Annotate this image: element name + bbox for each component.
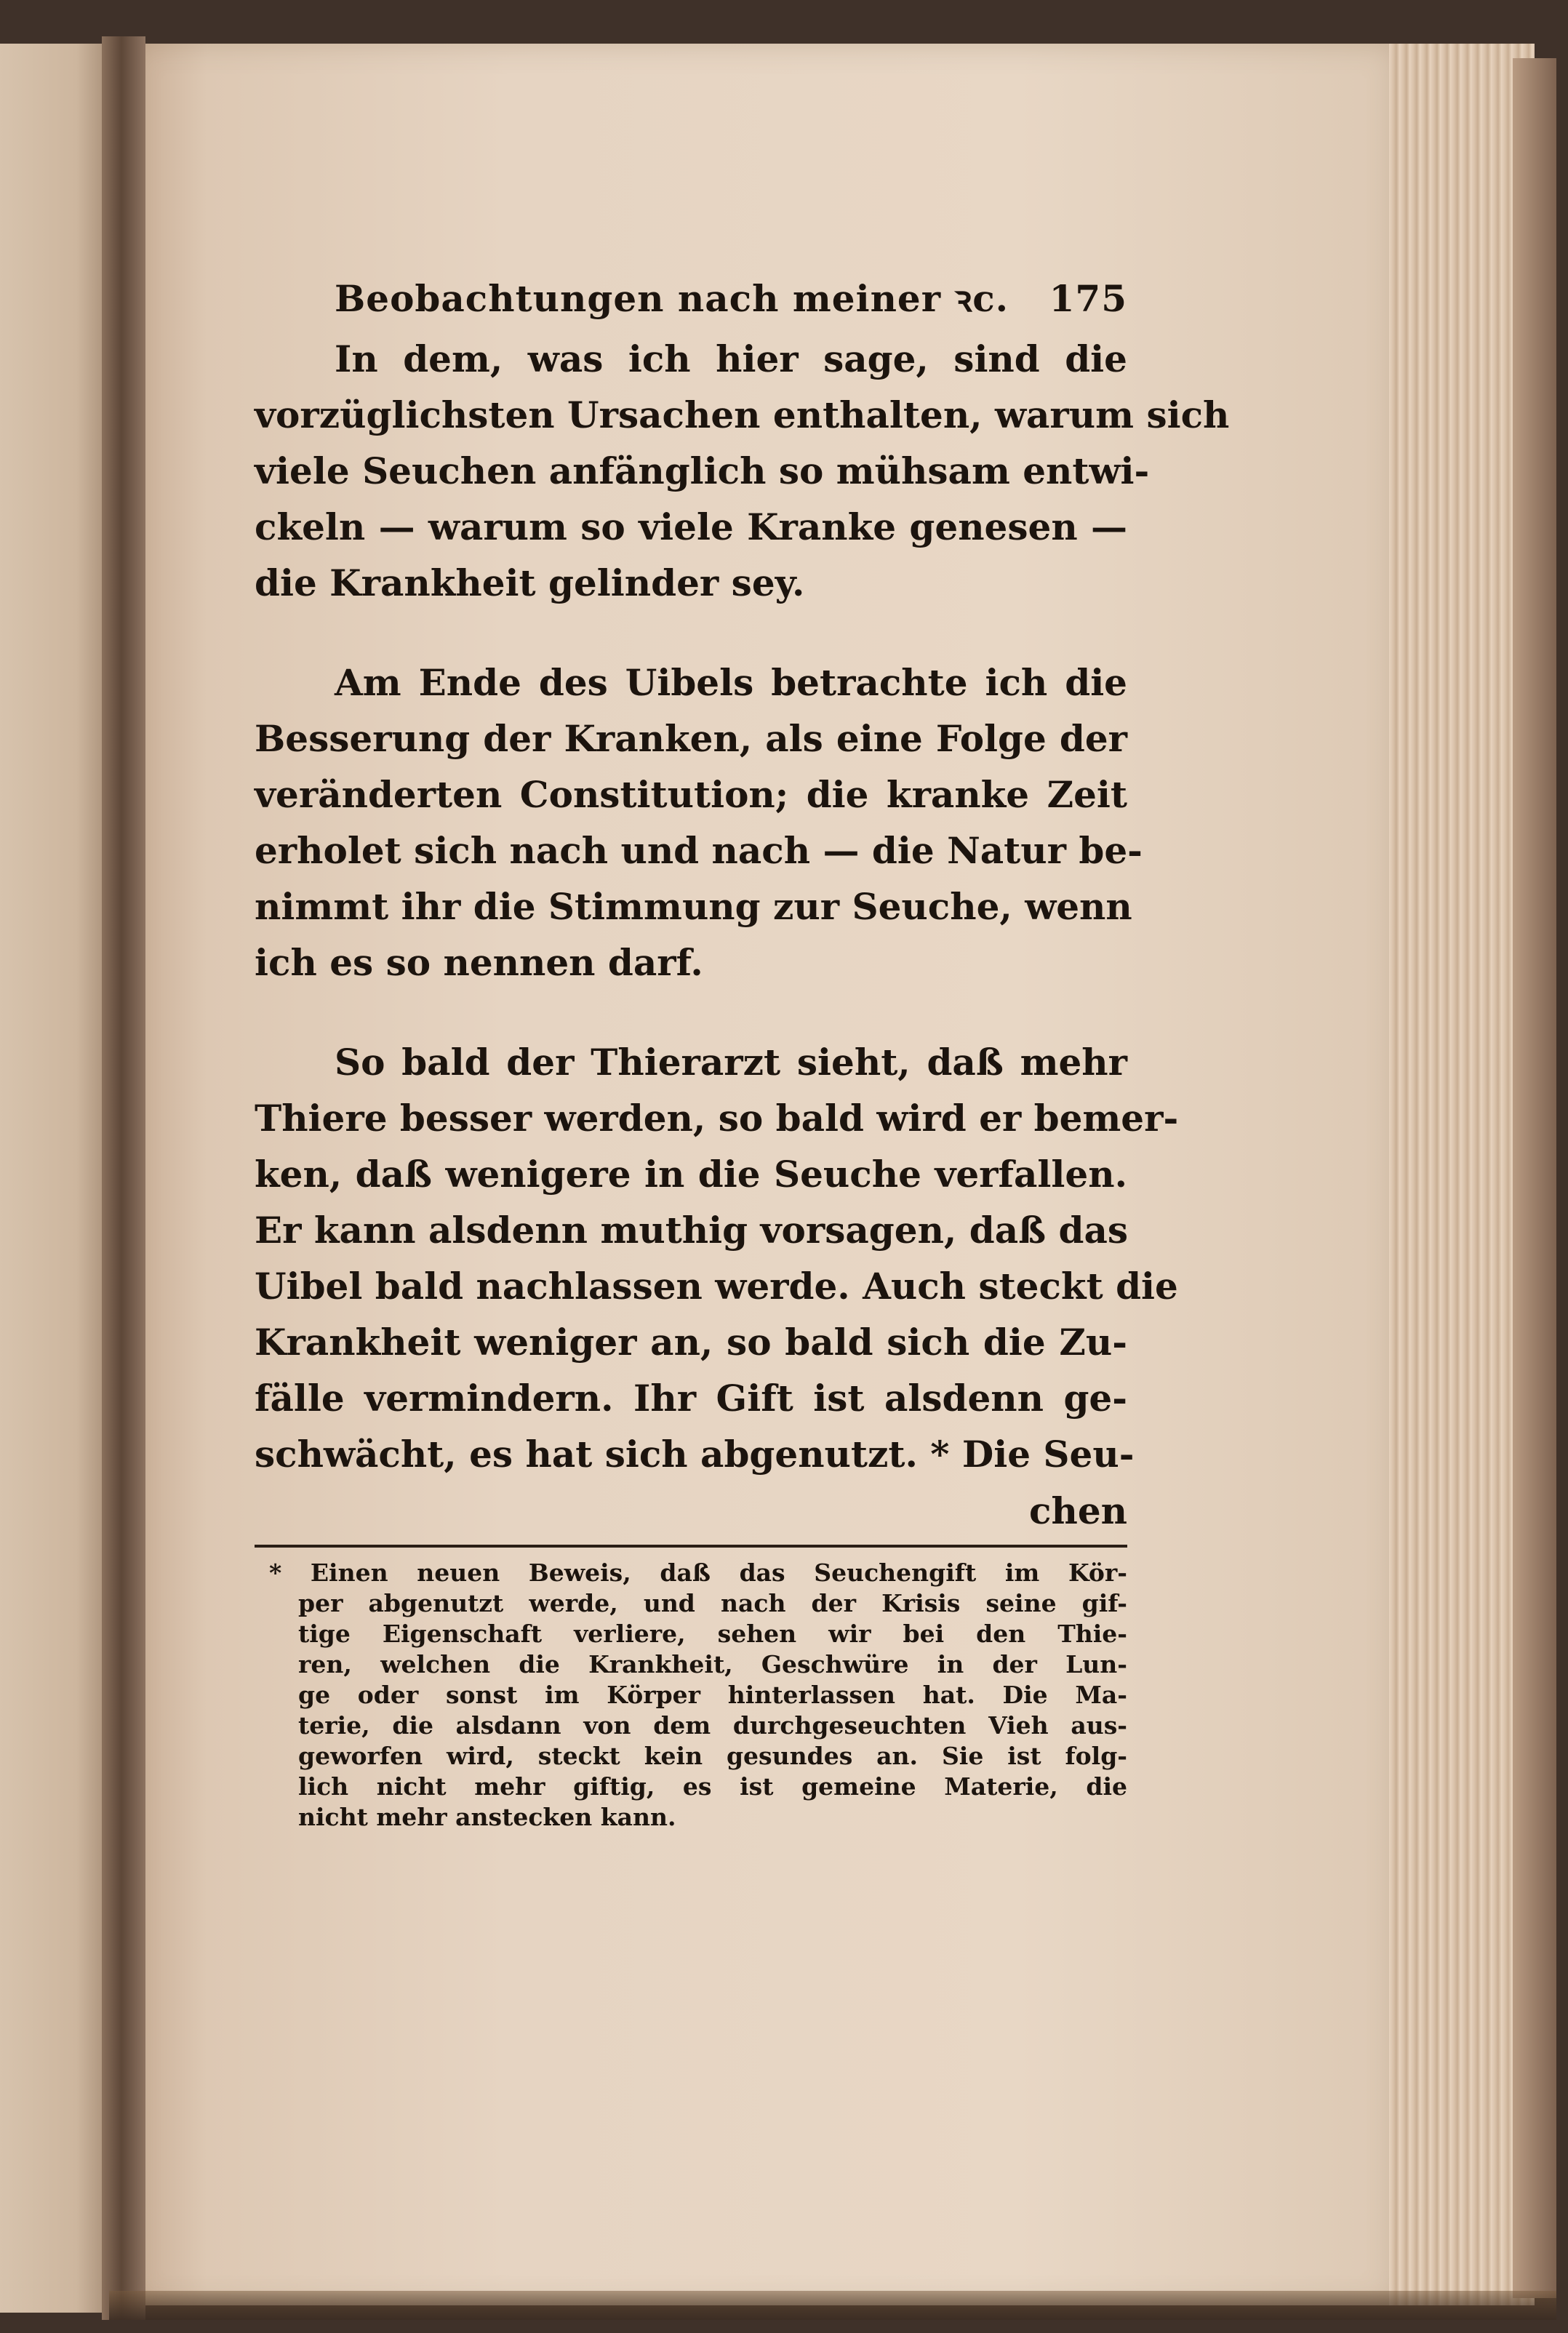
text-line: Krankheit weniger an, so bald sich die Zu- xyxy=(255,1321,1127,1364)
book-edge-shadow xyxy=(1513,58,1556,2298)
footnote-line: * Einen neuen Beweis, daß das Seuchengift im Kör- xyxy=(269,1558,1127,1587)
book-bottom-shadow xyxy=(109,2291,1556,2320)
text-line: nimmt ihr die Stimmung zur Seuche, wenn xyxy=(255,885,1132,928)
footnote-line: geworfen wird, steckt kein gesundes an. Sie ist folg- xyxy=(298,1742,1127,1770)
book-gutter xyxy=(102,36,145,2320)
text-line: In dem, was ich hier sage, sind die xyxy=(335,337,1127,380)
footnote-line: lich nicht mehr giftig, es ist gemeine Materie, die xyxy=(298,1772,1127,1801)
footnote-rule xyxy=(255,1545,1127,1548)
text-line: Besserung der Kranken, als eine Folge der xyxy=(255,717,1127,760)
text-line: ich es so nennen darf. xyxy=(255,941,703,984)
paragraph-1 xyxy=(255,331,1230,611)
footnote-line: terie, die alsdann von dem durchgeseuchten Vieh aus- xyxy=(298,1711,1127,1740)
footnote xyxy=(255,1558,1127,1833)
text-line: ckeln — warum so viele Kranke genesen — xyxy=(255,505,1127,548)
text-line: die Krankheit gelinder sey. xyxy=(255,561,805,604)
running-head xyxy=(255,273,1127,331)
footnote-line: per abgenutzt werde, und nach der Krisis seine gif- xyxy=(298,1589,1127,1617)
paragraph-gap xyxy=(255,611,1127,655)
footnote-line: ge oder sonst im Körper hinterlassen hat. Die Ma- xyxy=(298,1681,1127,1709)
paragraph-gap xyxy=(255,991,1127,1034)
footnote-line: nicht mehr anstecken kann. xyxy=(298,1803,676,1831)
footnote-line: tige Eigenschaft verliere, sehen wir bei den Thie- xyxy=(298,1620,1127,1648)
paragraph-3 xyxy=(255,1034,1179,1482)
text-line: erholet sich nach und nach — die Natur be- xyxy=(255,829,1143,872)
running-head-title: Beobachtungen nach meiner ꝛc. xyxy=(335,277,1009,320)
paragraph-2 xyxy=(255,655,1143,991)
text-line: schwächt, es hat sich abgenutzt. * Die Seu- xyxy=(255,1433,1135,1476)
text-line: viele Seuchen anfänglich so mühsam entwi- xyxy=(255,449,1150,492)
left-facing-page-edge xyxy=(0,44,109,2313)
text-line: Uibel bald nachlassen werde. Auch steckt die xyxy=(255,1265,1178,1308)
text-line: Er kann alsdenn muthig vorsagen, daß das xyxy=(255,1209,1129,1252)
text-line: fälle vermindern. Ihr Gift ist alsdenn ge- xyxy=(255,1377,1127,1420)
text-line: So bald der Thierarzt sieht, daß mehr xyxy=(335,1041,1127,1084)
text-line: Thiere besser werden, so bald wird er bemer- xyxy=(255,1097,1179,1140)
page-text-block xyxy=(255,273,1230,1833)
footnote-line: ren, welchen die Krankheit, Geschwüre in der Lun- xyxy=(298,1650,1127,1678)
text-line: veränderten Constitution; die kranke Zeit xyxy=(255,773,1127,816)
text-line: ken, daß wenigere in die Seuche verfallen. xyxy=(255,1153,1127,1196)
page-number: 175 xyxy=(1049,277,1127,320)
catchword: chen xyxy=(1029,1489,1127,1532)
text-line: vorzüglichsten Ursachen enthalten, warum sich xyxy=(255,393,1230,436)
text-line: Am Ende des Uibels betrachte ich die xyxy=(335,661,1127,704)
